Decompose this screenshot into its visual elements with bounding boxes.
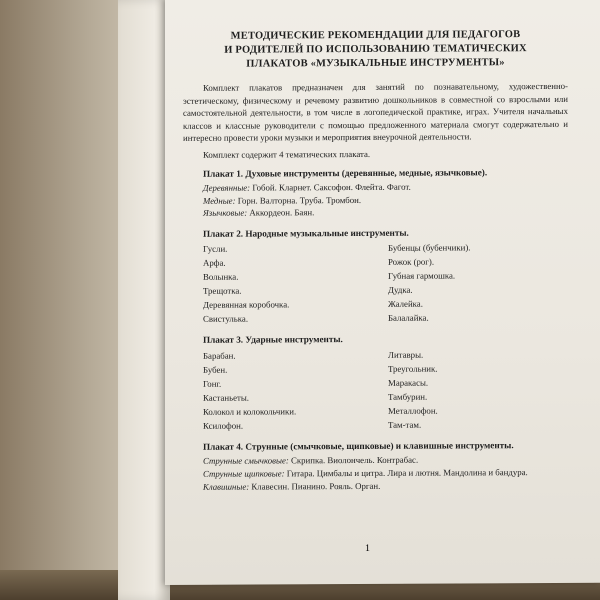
poster4-title: Плакат 4. Струнные (смычковые, щипковые) и клавишные инструменты.	[203, 440, 514, 452]
list-item: Гонг.	[203, 378, 222, 389]
category-items: Горн. Валторна. Труба. Тромбон.	[235, 194, 362, 206]
list-item: Там-там.	[388, 419, 422, 430]
category-items: Аккордеон. Баян.	[247, 207, 315, 218]
poster2-list	[203, 240, 568, 326]
title-line: И РОДИТЕЛЕЙ ПО ИСПОЛЬЗОВАНИЮ ТЕМАТИЧЕСКИХ	[224, 43, 527, 56]
category-label: Язычковые:	[203, 207, 248, 219]
list-item: Дудка.	[388, 285, 413, 296]
list-item: Гусли.	[203, 244, 228, 255]
previous-page-edge	[118, 0, 170, 600]
title-line: МЕТОДИЧЕСКИЕ РЕКОМЕНДАЦИИ ДЛЯ ПЕДАГОГОВ	[230, 29, 521, 42]
category-items: Гобой. Кларнет. Саксофон. Флейта. Фагот.	[250, 181, 411, 193]
list-item: Волынка.	[203, 271, 239, 283]
category-items: Скрипка. Виолончель. Контрабас.	[288, 455, 419, 466]
poster-count-line: Комплект содержит 4 тематических плаката.	[203, 148, 371, 160]
poster2-title: Плакат 2. Народные музыкальные инструменты.	[203, 227, 409, 239]
list-item: Ксилофон.	[203, 420, 244, 431]
title-line: ПЛАКАТОВ «МУЗЫКАЛЬНЫЕ ИНСТРУМЕНТЫ»	[246, 57, 505, 70]
list-item: Балалайка.	[388, 312, 429, 324]
page-content	[183, 28, 568, 493]
list-item: Барабан.	[203, 350, 236, 361]
category-items: Гитара. Цимбалы и цитра. Лира и лютня. Мандолина и бандура.	[284, 467, 528, 479]
list-item: Бубенцы (бубенчики).	[388, 242, 471, 254]
list-item: Металлофон.	[388, 405, 438, 416]
intro-paragraph: Комплект плакатов предназначен для занятий по познавательному, художественно-эстетическому, физическому и речевому развитию дошкольников в совместной со взрослыми или самостоятельной деятельности, в том числе в логопедической практике, играх. Учителя начальных классов и классные руководители с помощью предложенного материала смогут содержательно и интересно провести уроки музыки и мероприятия внеурочной деятельности.	[183, 80, 568, 144]
poster3-list	[203, 347, 568, 433]
category-label: Струнные щипковые:	[203, 468, 285, 479]
list-item: Рожок (рог).	[388, 256, 435, 268]
category-label: Струнные смычковые:	[203, 455, 289, 467]
poster1-row	[203, 205, 568, 220]
category-label: Клавишные:	[203, 481, 250, 492]
poster4-row	[203, 466, 568, 481]
list-item: Губная гармошка.	[388, 270, 456, 282]
list-item: Колокол и колокольчики.	[203, 406, 297, 417]
list-item: Бубен.	[203, 364, 228, 375]
category-label: Медные:	[203, 195, 236, 206]
list-item: Жалейка.	[388, 298, 423, 310]
list-item: Деревянная коробочка.	[203, 299, 290, 311]
list-item: Треугольник.	[388, 363, 438, 374]
poster4-row	[203, 478, 568, 493]
list-item: Литавры.	[388, 349, 424, 360]
list-item: Арфа.	[203, 258, 226, 269]
poster3-title: Плакат 3. Ударные инструменты.	[203, 334, 343, 346]
document-page	[165, 0, 600, 585]
list-item: Маракасы.	[388, 377, 429, 388]
poster1-title: Плакат 1. Духовые инструменты (деревянные, медные, язычковые).	[203, 166, 488, 179]
category-items: Клавесин. Пианино. Рояль. Орган.	[249, 480, 381, 492]
list-item: Трещотка.	[203, 285, 242, 297]
category-label: Деревянные:	[203, 182, 251, 193]
list-item: Кастаньеты.	[203, 392, 249, 403]
list-item: Тамбурин.	[388, 391, 428, 402]
document-title	[183, 28, 568, 72]
list-item: Свистулька.	[203, 313, 249, 325]
page-number: 1	[365, 542, 370, 554]
